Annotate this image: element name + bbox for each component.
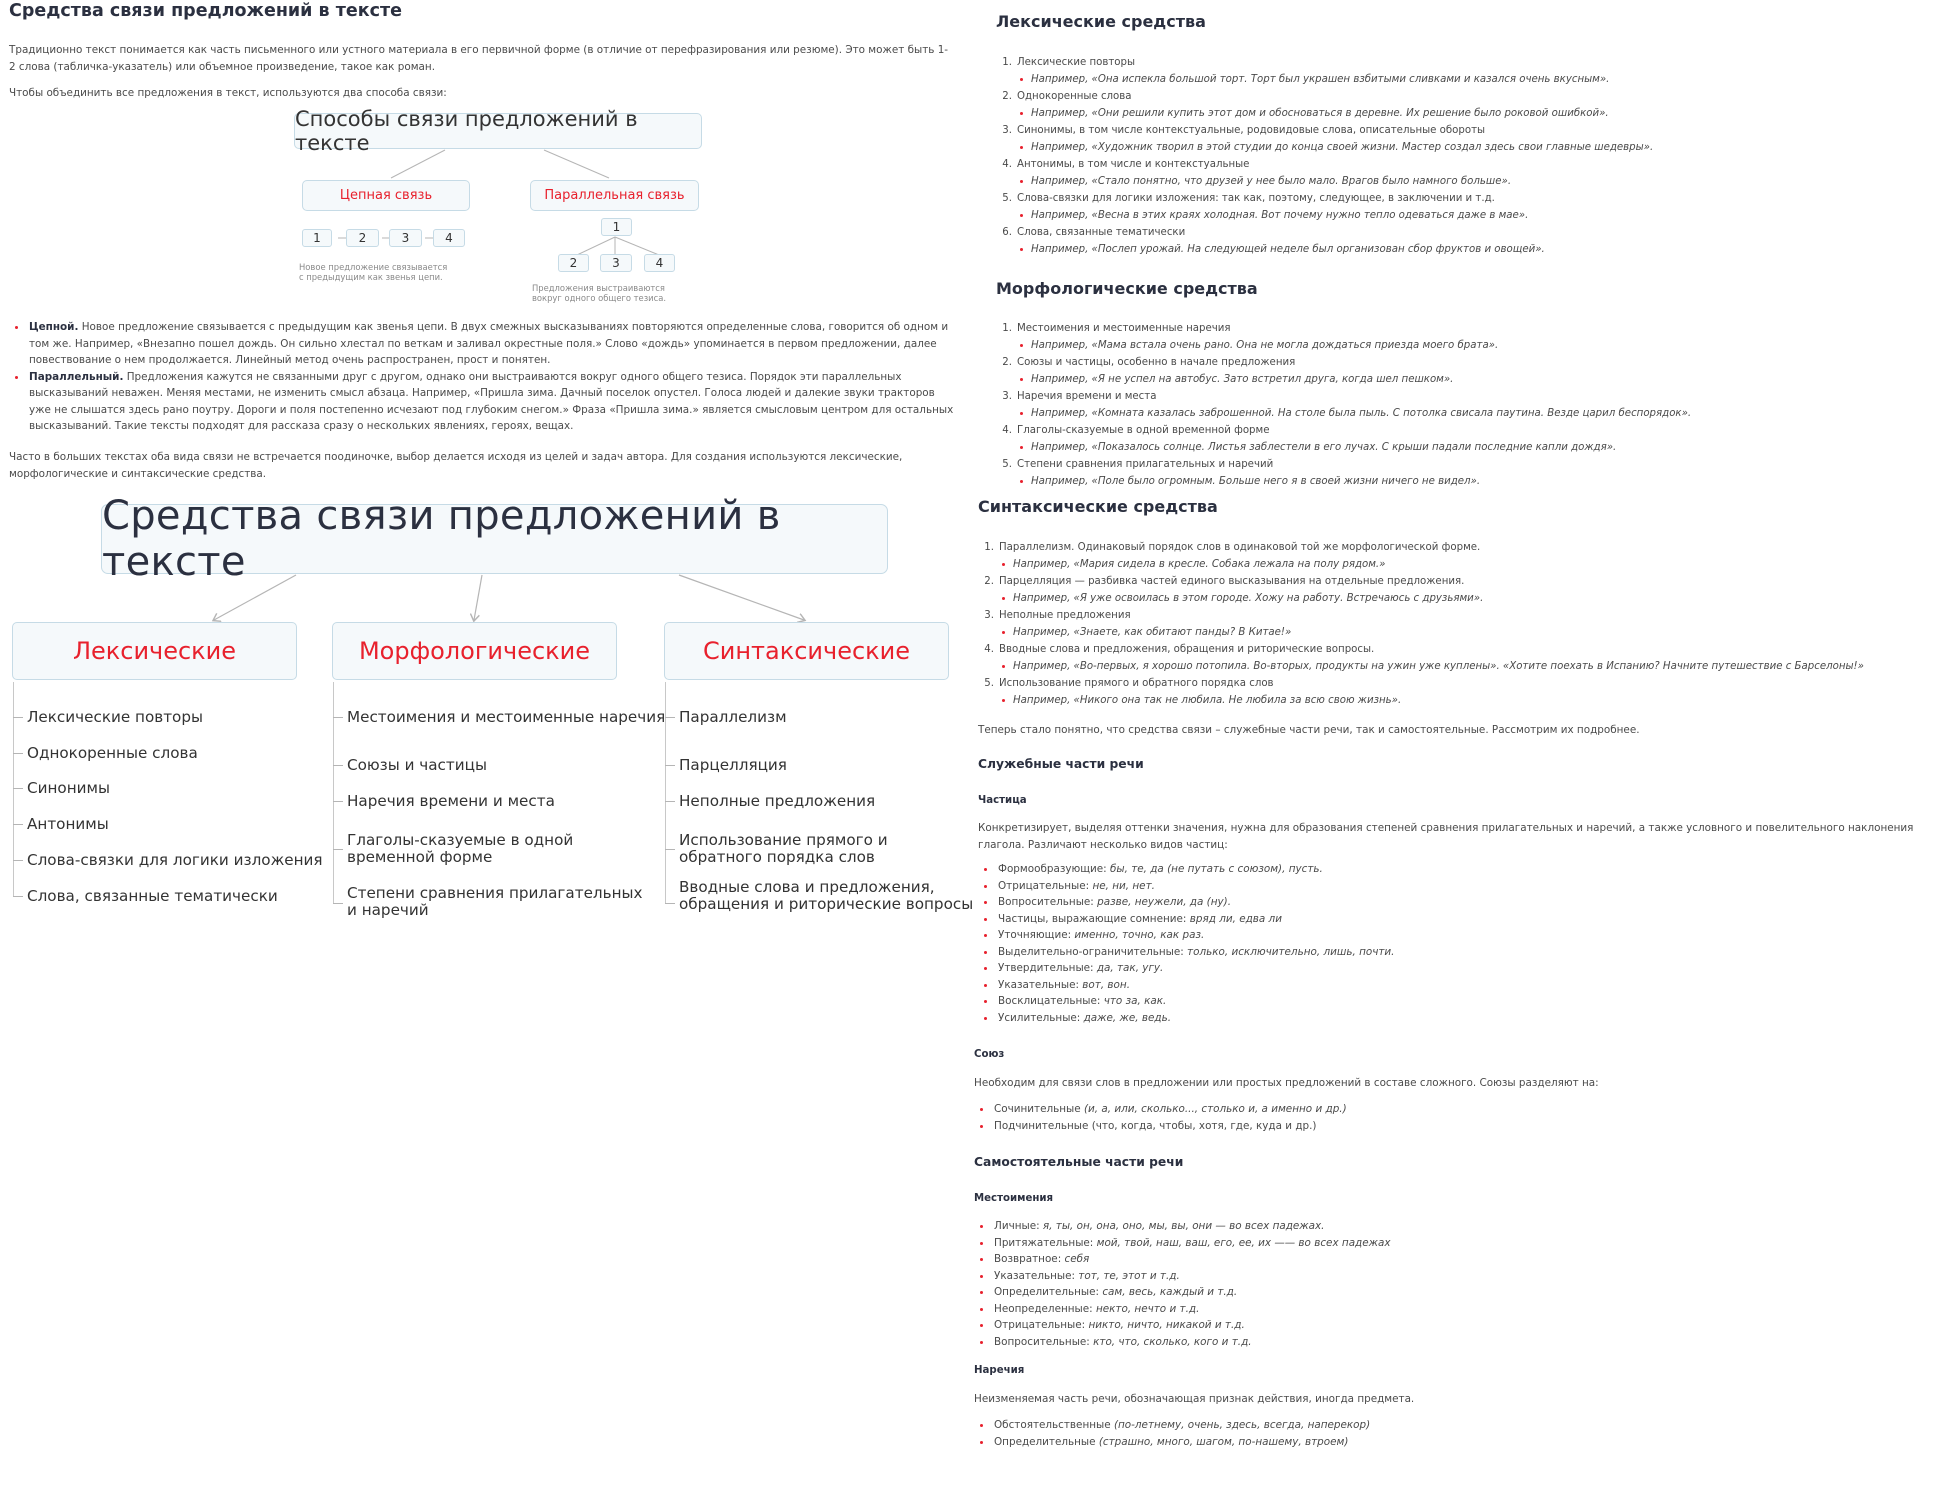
diagram-means xyxy=(9,0,974,940)
syntactic-item: Вводные слова и предложения, обращения и риторические вопросы xyxy=(679,878,974,913)
lexical-list xyxy=(996,54,1936,258)
list-item: Цепной. Новое предложение связывается с предыдущим как звенья цепи. В двух смежных высказываниях повторяются определенные слова, говорится об одном и том же. Например, «Внезапно пошел дождь. Он сильно хлестал по веткам и заливал окрестные поля.» Слово «дождь» упоминается в первом предложении, далее повествование о нем продолжается. Линейный метод очень распространен, прост и понятен. xyxy=(9,319,954,369)
list-item: Частицы, выражающие сомнение: вряд ли, едва ли xyxy=(978,911,1938,928)
lexical-item: Слова-связки для логики изложения xyxy=(27,851,323,869)
adverb-list xyxy=(974,1417,1934,1450)
parallel-caption: Предложения выстраиваются вокруг одного общего тезиса. xyxy=(532,283,666,303)
list-item: Усилительные: даже, же, ведь. xyxy=(978,1010,1938,1027)
particle-heading: Частица xyxy=(978,795,1027,806)
list-item: 5. Использование прямого и обратного порядка слов Например, «Никого она так не любила. Не любила за всю свою жизнь». xyxy=(978,675,1938,709)
syntactic-list xyxy=(978,539,1938,709)
list-item: Сочинительные (и, а, или, сколько..., столько и, а именно и др.) xyxy=(974,1101,1934,1118)
list-item: Параллельный. Предложения кажутся не связанными друг с другом, однако они выстраиваются вокруг одного общего тезиса. Порядок эти параллельных высказываний неважен. Меняя местами, не изменить смысл абзаца. Например, «Пришла зима. Дачный поселок опустел. Голоса людей и далекие звуки тракторов уже не слышатся здесь рано поутру. Дороги и поля постепенно исчезают под глубоким снегом.» Фраза «Пришла зима.» является смысловым центром для остальных высказываний. Такие тексты подходят для рассказа сразу о нескольких явлениях, героях, вещах. xyxy=(9,369,954,435)
list-item: 5. Степени сравнения прилагательных и наречий Например, «Поле было огромным. Больше него я в своей жизни ничего не видел». xyxy=(996,456,1936,490)
parallel-root-node: 1 xyxy=(601,218,632,236)
parallel-node: 2 xyxy=(558,254,589,272)
list-item: 4. Антонимы, в том числе и контекстуальные Например, «Стало понятно, что друзей у нее было мало. Врагов было намного больше». xyxy=(996,156,1936,190)
category-syntactic-box xyxy=(664,622,949,680)
lexical-item: Антонимы xyxy=(27,815,109,833)
list-item: Личные: я, ты, он, она, оно, мы, вы, они — во всех падежах. xyxy=(974,1218,1934,1235)
list-item: 1. Лексические повторы Например, «Она испекла большой торт. Торт был украшен взбитыми сливками и казался очень вкусным». xyxy=(996,54,1936,88)
morphological-item: Местоимения и местоименные наречия xyxy=(347,708,666,726)
list-item: Отрицательные: никто, ничто, никакой и т.д. xyxy=(974,1317,1934,1334)
list-item: Обстоятельственные (по-летнему, очень, здесь, всегда, наперекор) xyxy=(974,1417,1934,1434)
chain-node: 4 xyxy=(433,229,465,247)
union-description: Необходим для связи слов в предложении или простых предложений в составе сложного. Союзы разделяют на: xyxy=(974,1077,1599,1089)
list-item: 3. Синонимы, в том числе контекстуальные, родовидовые слова, описательные обороты Например, «Художник творил в этой студии до конца своей жизни. Мастер создал здесь свои главные шедевры». xyxy=(996,122,1936,156)
list-item: Формообразующие: бы, те, да (не путать с союзом), пусть. xyxy=(978,861,1938,878)
list-item: Определительные: сам, весь, каждый и т.д. xyxy=(974,1284,1934,1301)
chain-node: 3 xyxy=(389,229,422,247)
syntactic-item: Неполные предложения xyxy=(679,792,876,810)
category-lexical-box xyxy=(12,622,297,680)
list-item: Подчинительные (что, когда, чтобы, хотя, где, куда и др.) xyxy=(974,1118,1934,1135)
list-item: 4. Глаголы-сказуемые в одной временной форме Например, «Показалось солнце. Листья заблестели в его лучах. С крыши падали последние капли дождя». xyxy=(996,422,1936,456)
list-item: 1. Местоимения и местоименные наречия Например, «Мама встала очень рано. Она не могла дождаться приезда моего брата». xyxy=(996,320,1936,354)
category-morphological-box xyxy=(332,622,617,680)
service-parts-heading: Служебные части речи xyxy=(978,757,1144,771)
list-item: Отрицательные: не, ни, нет. xyxy=(978,878,1938,895)
chain-node: 2 xyxy=(346,229,379,247)
lexical-item: Слова, связанные тематически xyxy=(27,887,278,905)
syntactic-heading: Синтаксические средства xyxy=(978,497,1218,516)
category-lexical: Лексические xyxy=(72,637,237,665)
parallel-link-label: Параллельная связь xyxy=(544,188,685,203)
union-heading: Союз xyxy=(974,1049,1005,1060)
list-item: 4. Вводные слова и предложения, обращения и риторические вопросы. Например, «Во-первых, я хорошо потопила. Во-вторых, продукты на ужин уже куплены». «Хотите поехать в Испанию? Начните путешествие с Барселоны!» xyxy=(978,641,1938,675)
list-item: Восклицательные: что за, как. xyxy=(978,993,1938,1010)
list-item: Притяжательные: мой, твой, наш, ваш, его, ее, их —— во всех падежах xyxy=(974,1235,1934,1252)
morphological-item: Наречия времени и места xyxy=(347,792,555,810)
morphological-heading: Морфологические средства xyxy=(996,279,1258,298)
morphological-item: Союзы и частицы xyxy=(347,756,487,774)
list-item: 2. Парцелляция — разбивка частей единого высказывания на отдельные предложения. Например, «Я уже освоилась в этом городе. Хожу на работу. Встречаюсь с друзьями». xyxy=(978,573,1938,607)
lexical-heading: Лексические средства xyxy=(996,12,1206,31)
intro-paragraph-2: Чтобы объединить все предложения в текст, используются два способа связи: xyxy=(9,87,447,99)
pronoun-heading: Местоимения xyxy=(974,1193,1054,1204)
list-item: 3. Наречия времени и места Например, «Комната казалась заброшенной. На столе была пыль. С потолка свисала паутина. Везде царил беспорядок». xyxy=(996,388,1936,422)
list-item: 2. Однокоренные слова Например, «Они решили купить этот дом и обосноваться в деревне. Их решение было роковой ошибкой». xyxy=(996,88,1936,122)
list-item: Вопросительные: кто, что, сколько, кого и т.д. xyxy=(974,1334,1934,1351)
list-item: Определительные (страшно, много, шагом, по-нашему, втроем) xyxy=(974,1434,1934,1451)
morphological-list xyxy=(996,320,1936,490)
list-item: 3. Неполные предложения Например, «Знаете, как обитают панды? В Китае!» xyxy=(978,607,1938,641)
page-title: Средства связи предложений в тексте xyxy=(9,1,402,21)
list-item: 2. Союзы и частицы, особенно в начале предложения Например, «Я не успел на автобус. Зато встретил друга, когда шел пешком». xyxy=(996,354,1936,388)
independent-parts-heading: Самостоятельные части речи xyxy=(974,1155,1184,1169)
adverb-heading: Наречия xyxy=(974,1365,1025,1376)
list-item: Указательные: тот, те, этот и т.д. xyxy=(974,1268,1934,1285)
particle-list xyxy=(978,861,1938,1026)
adverb-description: Неизменяемая часть речи, обозначающая признак действия, иногда предмета. xyxy=(974,1393,1415,1405)
list-item: Утвердительные: да, так, угу. xyxy=(978,960,1938,977)
list-item: 5. Слова-связки для логики изложения: так как, поэтому, следующее, в заключении и т.д. Например, «Весна в этих краях холодная. Вот почему нужно тепло одеваться даже в мае». xyxy=(996,190,1936,224)
union-list xyxy=(974,1101,1934,1134)
particle-description: Конкретизирует, выделяя оттенки значения, нужна для образования степеней сравнения прилагательных и наречий, а также условного и повелительного наклонения глагола. Различают несколько видов частиц: xyxy=(978,822,1914,851)
list-item: Указательные: вот, вон. xyxy=(978,977,1938,994)
chain-caption: Новое предложение связывается с предыдущим как звенья цепи. xyxy=(299,262,448,282)
chain-link-label: Цепная связь xyxy=(339,188,433,203)
pronoun-list xyxy=(974,1218,1934,1350)
syntactic-item: Парцелляция xyxy=(679,756,787,774)
diagram2-title: Средства связи предложений в тексте xyxy=(102,493,781,585)
list-item: 1. Параллелизм. Одинаковый порядок слов в одинаковой той же морфологической форме. Например, «Мария сидела в кресле. Собака лежала на полу рядом.» xyxy=(978,539,1938,573)
syntactic-item: Параллелизм xyxy=(679,708,787,726)
parallel-node: 3 xyxy=(600,254,632,272)
lexical-item: Однокоренные слова xyxy=(27,744,198,762)
list-item: Выделительно-ограничительные: только, исключительно, лишь, почти. xyxy=(978,944,1938,961)
parallel-node: 4 xyxy=(644,254,675,272)
chain-node: 1 xyxy=(302,229,332,247)
category-morphological: Морфологические xyxy=(358,637,591,665)
lexical-item: Лексические повторы xyxy=(27,708,203,726)
outro-paragraph: Часто в больших текстах оба вида связи не встречается поодиночке, выбор делается исходя из целей и задач автора. Для создания используются лексические, морфологические и синтаксические средства. xyxy=(9,451,903,480)
intro-paragraph: Традиционно текст понимается как часть письменного или устного материала в его первичной форме (в отличие от перефразирования или резюме). Это может быть 1-2 слова (табличка-указатель) или объемное произведение, такое как роман. xyxy=(9,44,949,73)
list-item: Уточняющие: именно, точно, как раз. xyxy=(978,927,1938,944)
morphological-item: Глаголы-сказуемые в одной временной форме xyxy=(347,831,574,866)
list-item: Вопросительные: разве, неужели, да (ну). xyxy=(978,894,1938,911)
transition-paragraph: Теперь стало понятно, что средства связи – служебные части речи, так и самостоятельные. Рассмотрим их подробнее. xyxy=(978,724,1640,736)
list-item: 6. Слова, связанные тематически Например, «Послеп урожай. На следующей неделе был организован сбор фруктов и овощей». xyxy=(996,224,1936,258)
syntactic-item: Использование прямого и обратного порядка слов xyxy=(679,831,888,866)
category-syntactic: Синтаксические xyxy=(702,637,911,665)
morphological-item: Степени сравнения прилагательных и наречий xyxy=(347,884,643,919)
list-item: Возвратное: себя xyxy=(974,1251,1934,1268)
list-item: Неопределенные: некто, нечто и т.д. xyxy=(974,1301,1934,1318)
lexical-item: Синонимы xyxy=(27,779,110,797)
diagram1-title: Способы связи предложений в тексте xyxy=(295,107,638,155)
